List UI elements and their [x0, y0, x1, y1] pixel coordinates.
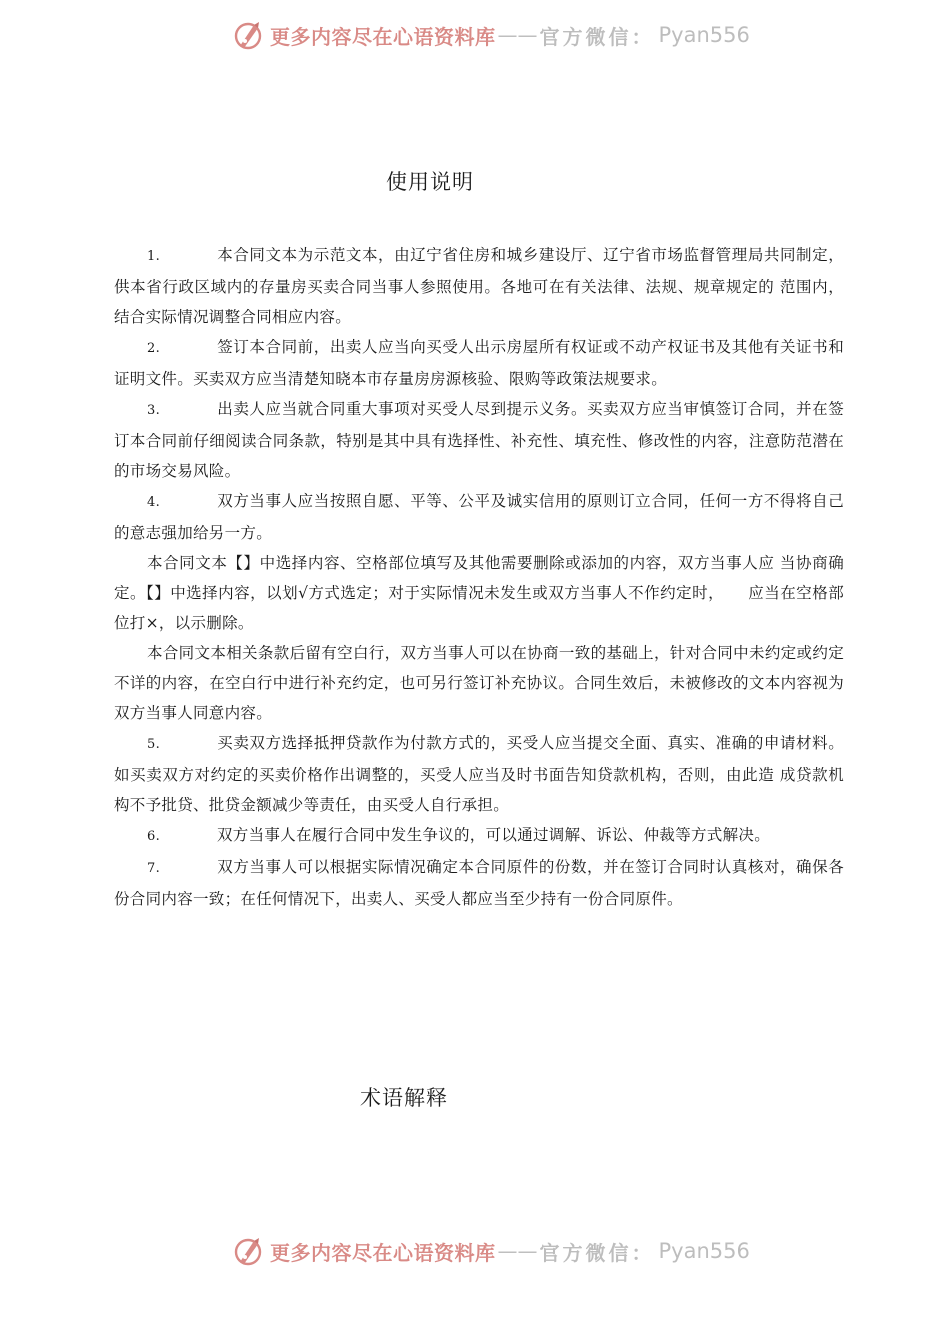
item-text: 买卖双方选择抵押贷款作为付款方式的，买受人应当提交全面、真实、准确的申请材料。如买卖双方对约定的买卖价格作出调整的，买受人应当及时书面告知贷款机构，否则，由此造 成贷款机构不予批贷、批贷金额减少等责任，由买受人自行承担。 [114, 734, 844, 814]
banner-wechat-label: 官方微信： [539, 1240, 655, 1265]
item-text: 本合同文本相关条款后留有空白行，双方当事人可以在协商一致的基础上，针对合同中未约定或约定不详的内容，在空白行中进行补充约定，也可另行签订补充协议。合同生效后，未被修改的文本内容视为双方当事人同意内容。 [114, 644, 844, 722]
item-text: 双方当事人应当按照自愿、平等、公平及诚实信用的原则订立合同，任何一方不得将自己的意志强加给另一方。 [114, 492, 844, 542]
banner-separator: —— [497, 1239, 538, 1263]
banner-wechat-id: Pyan556 [658, 1239, 750, 1263]
usage-item-6 [114, 820, 844, 852]
quill-pen-logo-icon [232, 1235, 264, 1267]
usage-item-4 [114, 486, 844, 548]
banner-wechat-id: Pyan556 [658, 23, 750, 47]
header-banner [232, 18, 750, 52]
usage-item-2 [114, 332, 844, 394]
item-text: 本合同文本为示范文本，由辽宁省住房和城乡建设厅、辽宁省市场监督管理局共同制定， 供本省行政区域内的存量房买卖合同当事人参照使用。各地可在有关法律、法规、规章规定的 范围内，结合实际情况调整合同相应内容。 [114, 246, 844, 326]
banner-brand-text: 更多内容尽在心语资料库 [270, 24, 496, 49]
item-number: 5. [147, 737, 161, 752]
item-number: 3. [147, 403, 161, 418]
item-text: 双方当事人可以根据实际情况确定本合同原件的份数，并在签订合同时认真核对，确保各份合同内容一致；在任何情况下，出卖人、买受人都应当至少持有一份合同原件。 [114, 858, 844, 908]
usage-content [114, 240, 844, 914]
terms-title: 术语解释 [360, 1086, 448, 1110]
usage-item-5 [114, 728, 844, 820]
item-text: 双方当事人在履行合同中发生争议的，可以通过调解、诉讼、仲裁等方式解决。 [217, 826, 771, 844]
usage-item-3 [114, 394, 844, 486]
usage-note-blank-lines [114, 638, 844, 728]
usage-title: 使用说明 [386, 170, 474, 194]
banner-wechat-label: 官方微信： [539, 24, 655, 49]
banner-brand-text: 更多内容尽在心语资料库 [270, 1240, 496, 1265]
banner-separator: —— [497, 23, 538, 47]
usage-item-7 [114, 852, 844, 914]
usage-item-1 [114, 240, 844, 332]
item-number: 2. [147, 341, 161, 356]
item-text: 签订本合同前，出卖人应当向买受人出示房屋所有权证或不动产权证书及其他有关证书和证明文件。买卖双方应当清楚知晓本市存量房房源核验、限购等政策法规要求。 [114, 338, 844, 388]
item-number: 6. [147, 829, 161, 844]
item-number: 4. [147, 495, 161, 510]
footer-banner [232, 1234, 750, 1268]
item-number: 7. [147, 861, 161, 876]
usage-note-selection [114, 548, 844, 638]
quill-pen-logo-icon [232, 19, 264, 51]
item-text: 出卖人应当就合同重大事项对买受人尽到提示义务。买卖双方应当审慎签订合同，并在签订本合同前仔细阅读合同条款，特别是其中具有选择性、补充性、填充性、修改性的内容，注意防范潜在的市场交易风险。 [114, 400, 844, 480]
item-number: 1. [147, 249, 161, 264]
item-text: 本合同文本【】中选择内容、空格部位填写及其他需要删除或添加的内容，双方当事人应 当协商确定。【】中选择内容，以划√方式选定；对于实际情况未发生或双方当事人不作约定时， 应当在空格部位打×，以示删除。 [114, 554, 844, 632]
